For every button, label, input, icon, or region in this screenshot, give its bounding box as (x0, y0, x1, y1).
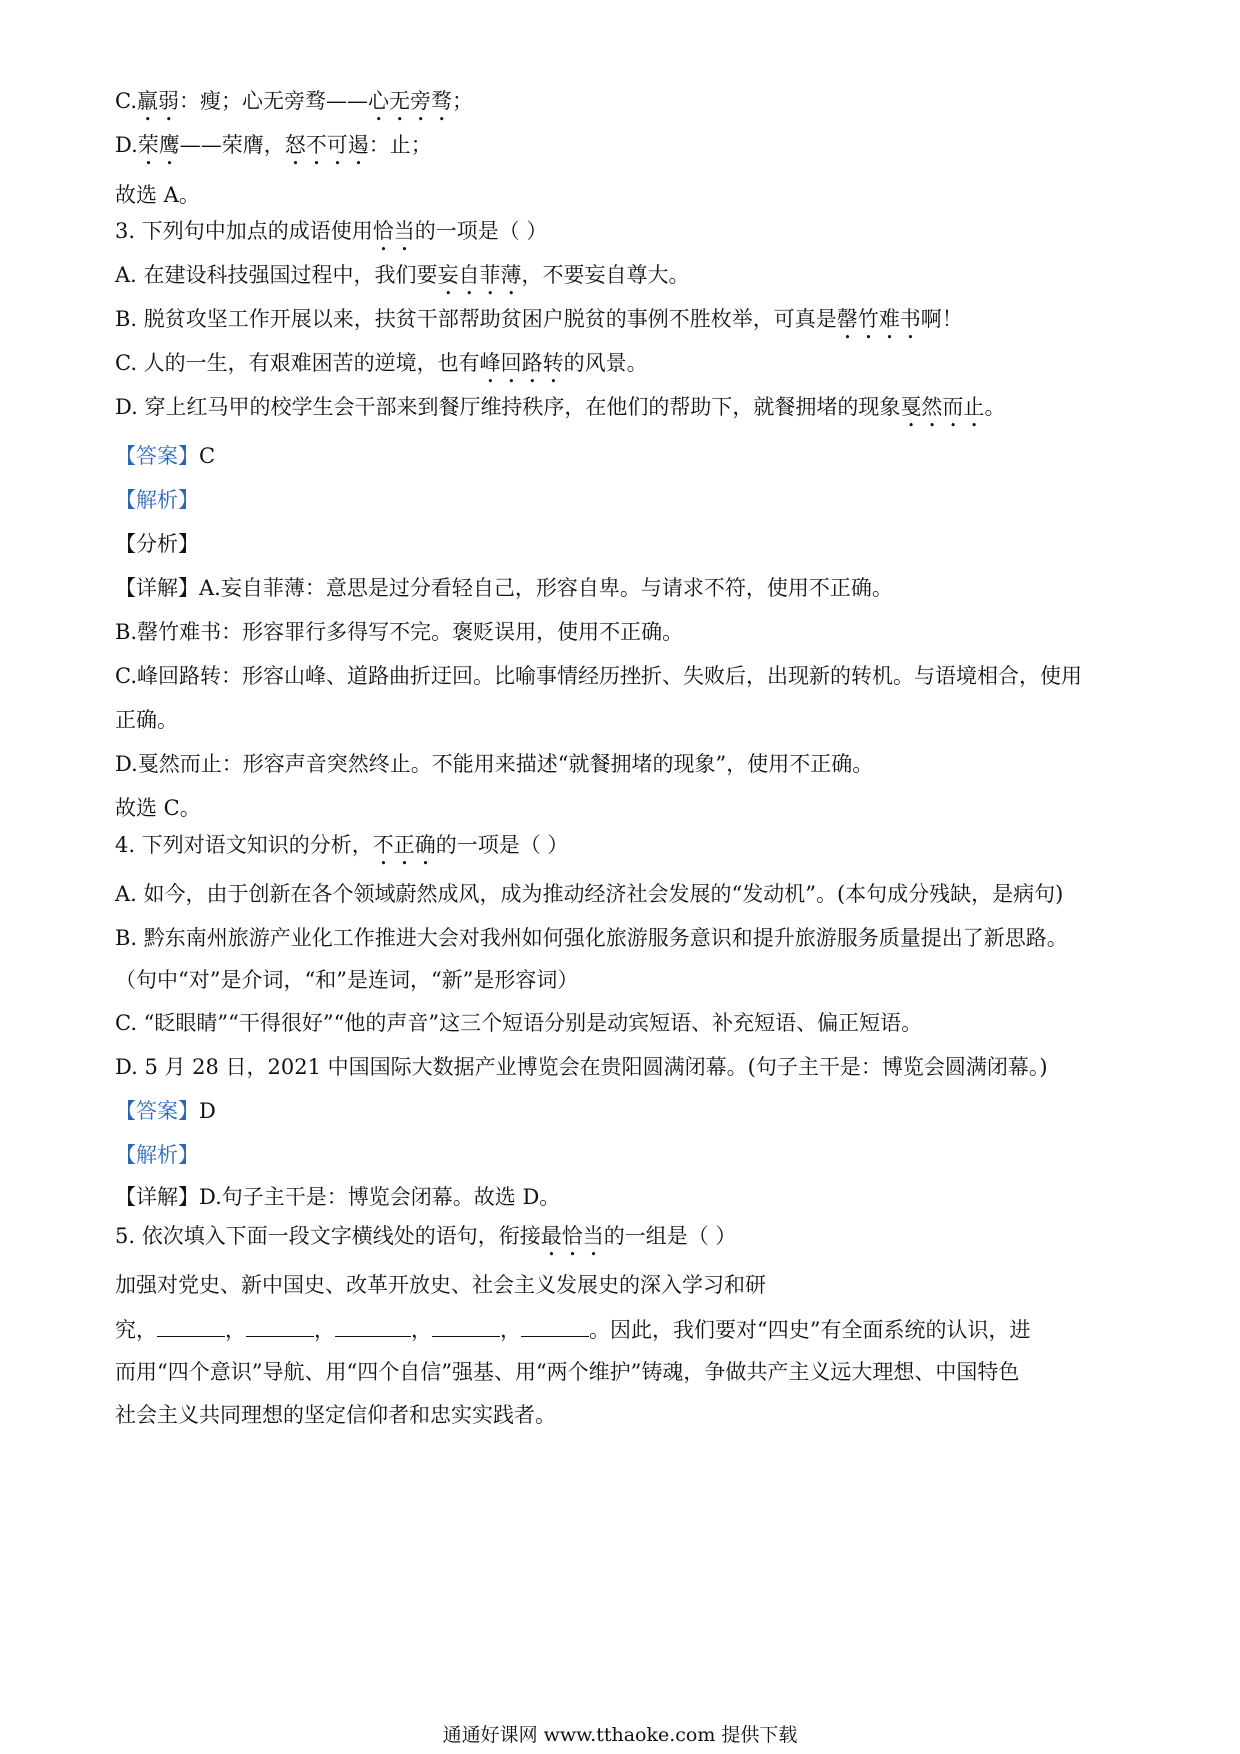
text: ， (314, 1318, 335, 1342)
text: 4. 下列对语文知识的分析， (115, 833, 373, 857)
detail-label: 【详解】 (115, 1185, 199, 1209)
text: A.妄自菲薄：意思是过分看轻自己，形容自卑。与请求不符，使用不正确。 (199, 576, 893, 600)
q3-detail-a (115, 573, 1130, 603)
q5-passage-line2 (115, 1314, 1130, 1345)
dotted-term: 怒不可遏 (284, 133, 369, 157)
option-prefix: C. (115, 89, 137, 113)
q2-conclusion: 故选 A。 (115, 183, 200, 207)
dotted-term: 峰回路转 (479, 351, 564, 375)
fill-blank (521, 1314, 589, 1337)
text: ，不要妄自尊大。 (521, 263, 690, 287)
q3-detail-b: B.罄竹难书：形容罪行多得写不完。褒贬误用，使用不正确。 (115, 620, 684, 644)
q2-option-c (115, 86, 1130, 126)
text: ：止； (368, 133, 432, 157)
q3-option-c (115, 348, 1130, 388)
text: 5. 依次填入下面一段文字横线处的语句，衔接 (115, 1224, 541, 1248)
q5-stem (115, 1221, 1130, 1261)
text: 3. 下列句中加点的成语使用 (115, 219, 373, 243)
q3-option-b (115, 304, 1130, 344)
q5-passage-line3: 而用“四个意识”导航、用“四个自信”强基、用“两个维护”铸魂，争做共产主义远大理想、中国特色 (115, 1360, 1020, 1384)
dotted-term: 心无旁骛 (368, 89, 452, 113)
fill-blank (246, 1314, 314, 1337)
text: 的一组是（ ） (603, 1224, 737, 1248)
fill-blank (157, 1314, 225, 1337)
q3-option-a (115, 260, 1130, 300)
text: ； (452, 89, 473, 113)
analysis-label: 【解析】 (115, 1143, 199, 1167)
q2-option-d (115, 130, 1130, 170)
text: 。 (984, 395, 1006, 419)
dotted-term: 最恰当 (540, 1224, 604, 1248)
text: D.句子主干是：博览会闭幕。故选 D。 (199, 1185, 561, 1209)
text: ——荣膺， (179, 133, 285, 157)
q4-answer (115, 1096, 1130, 1126)
fill-blank (335, 1314, 411, 1337)
text: —— (326, 89, 368, 113)
text: ， (225, 1318, 246, 1342)
dotted-term: 戛然而止 (900, 395, 985, 419)
q4-option-b2: （句中“对”是介词，“和”是连词，“新”是形容词） (115, 968, 579, 992)
text: D. 穿上红马甲的校学生会干部来到餐厅维持秩序，在他们的帮助下，就餐拥堵的现象 (115, 395, 901, 419)
text: 啊！ (920, 307, 963, 331)
q3-detail-c1: C.峰回路转：形容山峰、道路曲折迂回。比喻事情经历挫折、失败后，出现新的转机。与语境相合，使用 (115, 664, 1082, 688)
text: A. 在建设科技强国过程中，我们要 (115, 263, 438, 287)
detail-label: 【详解】 (115, 576, 199, 600)
answer-value: C (199, 444, 216, 468)
q4-option-b1: B. 黔东南州旅游产业化工作推进大会对我州如何强化旅游服务意识和提升旅游服务质量提出了新思路。 (115, 926, 1068, 950)
text: 的一项是（ ） (414, 219, 548, 243)
text: C. 人的一生，有艰难困苦的逆境，也有 (115, 351, 480, 375)
text: 心无旁骛 (242, 89, 326, 113)
q3-answer (115, 441, 1130, 471)
q3-detail-d: D.戛然而止：形容声音突然终止。不能用来描述“就餐拥堵的现象”，使用不正确。 (115, 752, 874, 776)
q3-conclusion: 故选 C。 (115, 796, 201, 820)
q4-detail (115, 1182, 1130, 1212)
text: B. 脱贫攻坚工作开展以来，扶贫干部帮助贫困户脱贫的事例不胜枚举，可真是 (115, 307, 837, 331)
q3-stem (115, 216, 1130, 256)
dotted-term: 荣鹰 (137, 133, 180, 157)
q4-option-c: C. “眨眼睛”“干得很好”“他的声音”这三个短语分别是动宾短语、补充短语、偏正短语。 (115, 1011, 923, 1035)
option-prefix: D. (115, 133, 138, 157)
page-footer: 通通好课网 www.tthaoke.com 提供下载 (442, 1724, 798, 1746)
text: 的风景。 (563, 351, 648, 375)
dotted-term: 羸弱 (137, 89, 179, 113)
fill-blank (432, 1314, 500, 1337)
text: 的一项是（ ） (435, 833, 569, 857)
q3-option-d (115, 392, 1130, 432)
q4-option-a: A. 如今，由于创新在各个领域蔚然成风，成为推动经济社会发展的“发动机”。(本句成分残缺，是病句) (115, 882, 1064, 906)
q5-passage-line4: 社会主义共同理想的坚定信仰者和忠实实践者。 (115, 1403, 556, 1427)
text: ， (500, 1318, 521, 1342)
q5-passage-line1: 加强对党史、新中国史、改革开放史、社会主义发展史的深入学习和研 (115, 1273, 766, 1297)
text: ：瘦； (179, 89, 242, 113)
analysis-label: 【解析】 (115, 488, 199, 512)
q3-analysis-label (115, 485, 1130, 515)
text: ， (411, 1318, 432, 1342)
answer-label: 【答案】 (115, 444, 199, 468)
q4-analysis-label (115, 1140, 1130, 1170)
q3-fenxi-label: 【分析】 (115, 532, 199, 556)
q4-stem (115, 830, 1130, 870)
dotted-term: 不正确 (372, 833, 436, 857)
dotted-term: 罄竹难书 (836, 307, 921, 331)
text: 。因此，我们要对“四史”有全面系统的认识，进 (589, 1318, 1031, 1342)
q4-option-d: D. 5 月 28 日，2021 中国国际大数据产业博览会在贵阳圆满闭幕。(句子主干是：博览会圆满闭幕。) (115, 1055, 1048, 1079)
q3-detail-c2: 正确。 (115, 708, 178, 732)
answer-label: 【答案】 (115, 1099, 199, 1123)
text: 究， (115, 1318, 157, 1342)
dotted-term: 恰当 (372, 219, 415, 243)
dotted-term: 妄自菲薄 (437, 263, 522, 287)
answer-value: D (199, 1099, 216, 1123)
